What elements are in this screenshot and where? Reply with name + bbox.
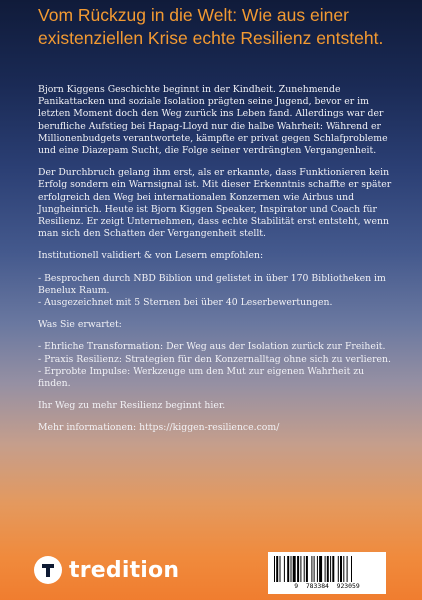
publisher-name: tredition bbox=[69, 557, 180, 583]
publisher-logo bbox=[34, 556, 179, 584]
blurb-text bbox=[38, 84, 398, 445]
paragraph-validation-heading: Institutionell validiert & von Lesern empfohlen: bbox=[38, 250, 264, 262]
paragraph-expect-list: - Ehrliche Transformation: Der Weg aus der Isolation zurück zur Freiheit. - Praxis Resilienz: Strategien für den Konzernalltag ohne sich zu verlieren. - Erprobte Impulse: Werkzeuge um den Mut zur eigenen Wahrheit zu finden. bbox=[38, 341, 391, 390]
back-cover-title: Vom Rückzug in die Welt: Wie aus einer existenziellen Krise echte Resilienz entsteht. bbox=[38, 5, 384, 48]
paragraph-breakthrough: Der Durchbruch gelang ihm erst, als er erkannte, dass Funktionieren kein Erfolg sondern ein Warnsignal ist. Mit dieser Erkenntnis schaffte er später erfolgreich den Weg bei internationalen Konzernen wie Airbus und Jungheinrich. Heute ist Bjorn Kiggen Speaker, Inspirator und Coach für Resilienz. Er zeigt Unternehmen, dass echte Stabilität erst entsteht, wenn man sich den Schatten der Vergangenheit stellt. bbox=[38, 167, 392, 240]
barcode-digits: 9 783384 923059 bbox=[294, 582, 360, 590]
paragraph-call-to-action: Ihr Weg zu mehr Resilienz beginnt hier. bbox=[38, 400, 226, 412]
paragraph-website: Mehr informationen: https://kiggen-resilience.com/ bbox=[38, 422, 280, 434]
paragraph-expect-heading: Was Sie erwartet: bbox=[38, 319, 122, 331]
tredition-logo-icon bbox=[34, 556, 62, 584]
paragraph-story: Bjorn Kiggens Geschichte beginnt in der Kindheit. Zunehmende Panikattacken und soziale Isolation prägten seine Jugend, bevor er im letzten Moment doch den Weg zurück ins Leben fand. Allerdings war der berufliche Aufstieg bei Hapag-Lloyd nur die halbe Wahrheit: Während er Millionenbudgets verantwortete, kämpfte er privat gegen Schlafprobleme und eine Diazepam Sucht, die Folge seiner verdrängten Vergangenheit. bbox=[38, 84, 388, 157]
barcode-bars bbox=[274, 556, 380, 582]
paragraph-validation-list: - Besprochen durch NBD Biblion und gelistet in über 170 Bibliotheken im Benelux Raum. - Ausgezeichnet mit 5 Sternen bei über 40 Leserbewertungen. bbox=[38, 272, 386, 309]
isbn-barcode bbox=[268, 552, 386, 594]
cover-footer bbox=[0, 548, 422, 600]
